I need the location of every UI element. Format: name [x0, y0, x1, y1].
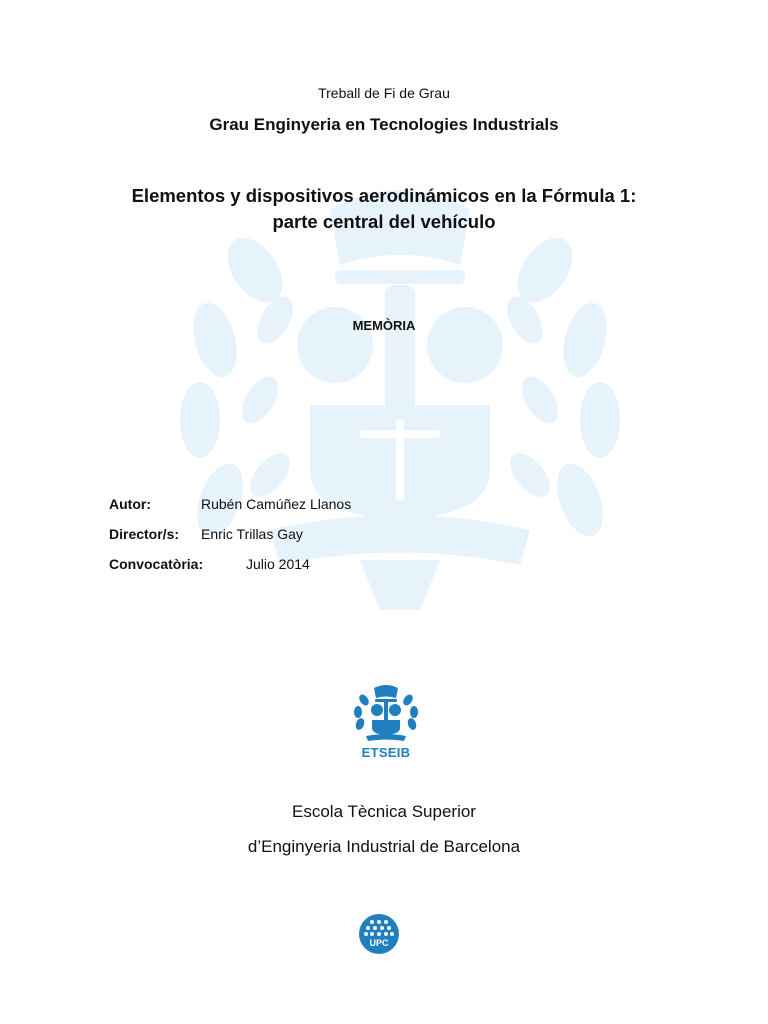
document-type: MEMÒRIA [352, 318, 416, 333]
director-value: Enric Trillas Gay [201, 526, 303, 542]
call-value: Julio 2014 [246, 556, 310, 572]
director-label: Director/s: [109, 526, 180, 542]
upc-wordmark: UPC [369, 938, 389, 948]
author-value: Rubén Camúñez Llanos [201, 496, 352, 512]
title-line-1: Elementos y dispositivos aerodinámicos en la Fórmula 1: [131, 185, 637, 206]
document-title [0, 183, 768, 235]
upc-logo-icon [358, 913, 400, 955]
degree-name: Grau Enginyeria en Tecnologies Industrials [209, 115, 559, 134]
etseib-wordmark: ETSEIB [361, 745, 411, 760]
school-name-line-1: Escola Tècnica Superior [292, 802, 476, 821]
crest-watermark-icon [160, 170, 640, 620]
school-name-line-2: d’Enginyeria Industrial de Barcelona [247, 837, 521, 856]
call-label: Convocatòria: [109, 556, 204, 572]
author-label: Autor: [109, 496, 151, 512]
title-line-2: parte central del vehículo [272, 211, 496, 232]
project-type: Treball de Fi de Grau [318, 85, 450, 101]
